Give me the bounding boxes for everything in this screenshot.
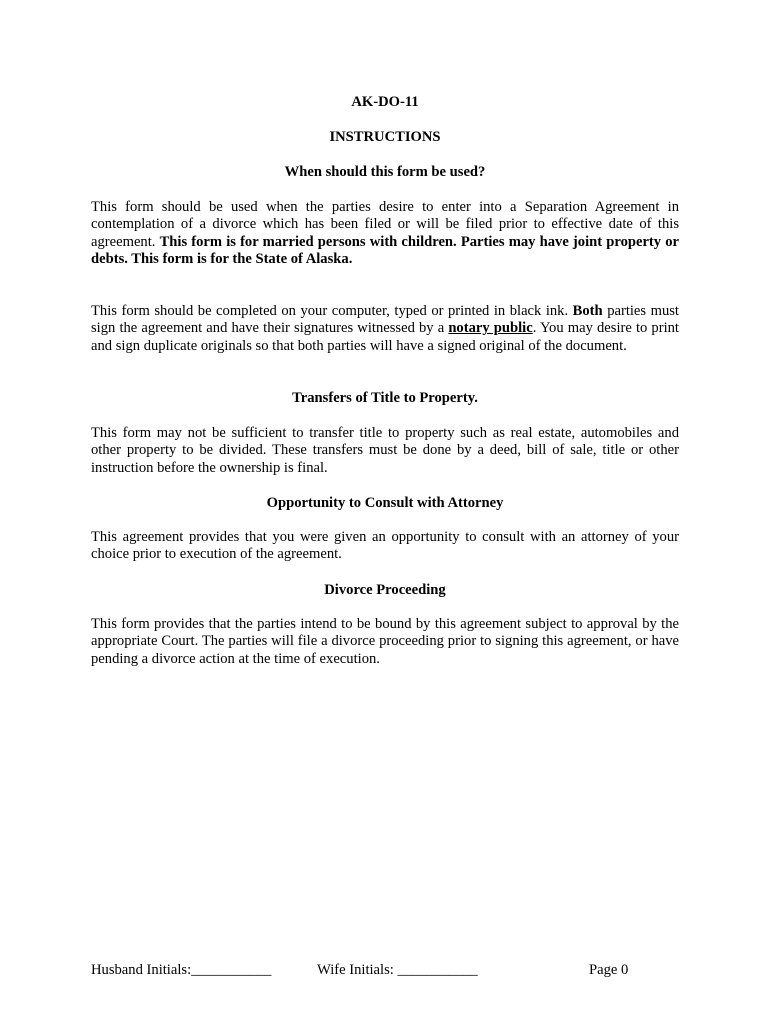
paragraph-attorney: This agreement provides that you were given an opportunity to consult with an attorney of your choice prior to execution of the agreement. (91, 529, 679, 563)
document-page (91, 0, 679, 1024)
husband-initials-field[interactable]: Husband Initials:___________ (91, 962, 272, 978)
paragraph-divorce: This form provides that the parties intend to be bound by this agreement subject to approval by the appropriate Court. The parties will file a divorce proceeding prior to signing this agreement, or have pending a divorce action at the time of execution. (91, 616, 679, 667)
paragraph-when-used-text: This form should be used when the parties desire to enter into a Separation Agreement in contemplation of a divorce which has been filed or will be filed prior to effective date of this agreement. (91, 199, 679, 250)
form-id: AK-DO-11 (351, 94, 419, 110)
paragraph-completion-text-3: . You may desire to print and sign duplicate originals so that both parties will have a signed original of the document. (91, 320, 679, 354)
section-heading-when-used: When should this form be used? (284, 164, 486, 180)
paragraph-completion-text-2: parties must sign the agreement and have their signatures witnessed by a (91, 303, 679, 337)
section-heading-divorce: Divorce Proceeding (324, 582, 446, 598)
paragraph-transfers: This form may not be sufficient to transfer title to property such as real estate, automobiles and other property to be divided. These transfers must be done by a deed, bill of sale, title or other instruction before the ownership is final. (91, 425, 679, 476)
section-heading-attorney: Opportunity to Consult with Attorney (266, 495, 504, 511)
section-heading-transfers: Transfers of Title to Property. (292, 390, 478, 406)
paragraph-when-used-bold: This form is for married persons with children. Parties may have joint property or debts. This form is for the State of Alaska. (91, 233, 679, 268)
paragraph-when-used (91, 199, 679, 269)
page-number: Page 0 (589, 962, 629, 978)
paragraph-completion (91, 303, 679, 355)
notary-public-term: notary public (448, 320, 533, 337)
page-footer (91, 961, 679, 979)
instructions-title: INSTRUCTIONS (329, 129, 441, 145)
paragraph-completion-text-1: This form should be completed on your computer, typed or printed in black ink. (91, 303, 569, 319)
paragraph-completion-both: Both (572, 303, 603, 319)
wife-initials-field[interactable]: Wife Initials: ___________ (317, 962, 478, 978)
